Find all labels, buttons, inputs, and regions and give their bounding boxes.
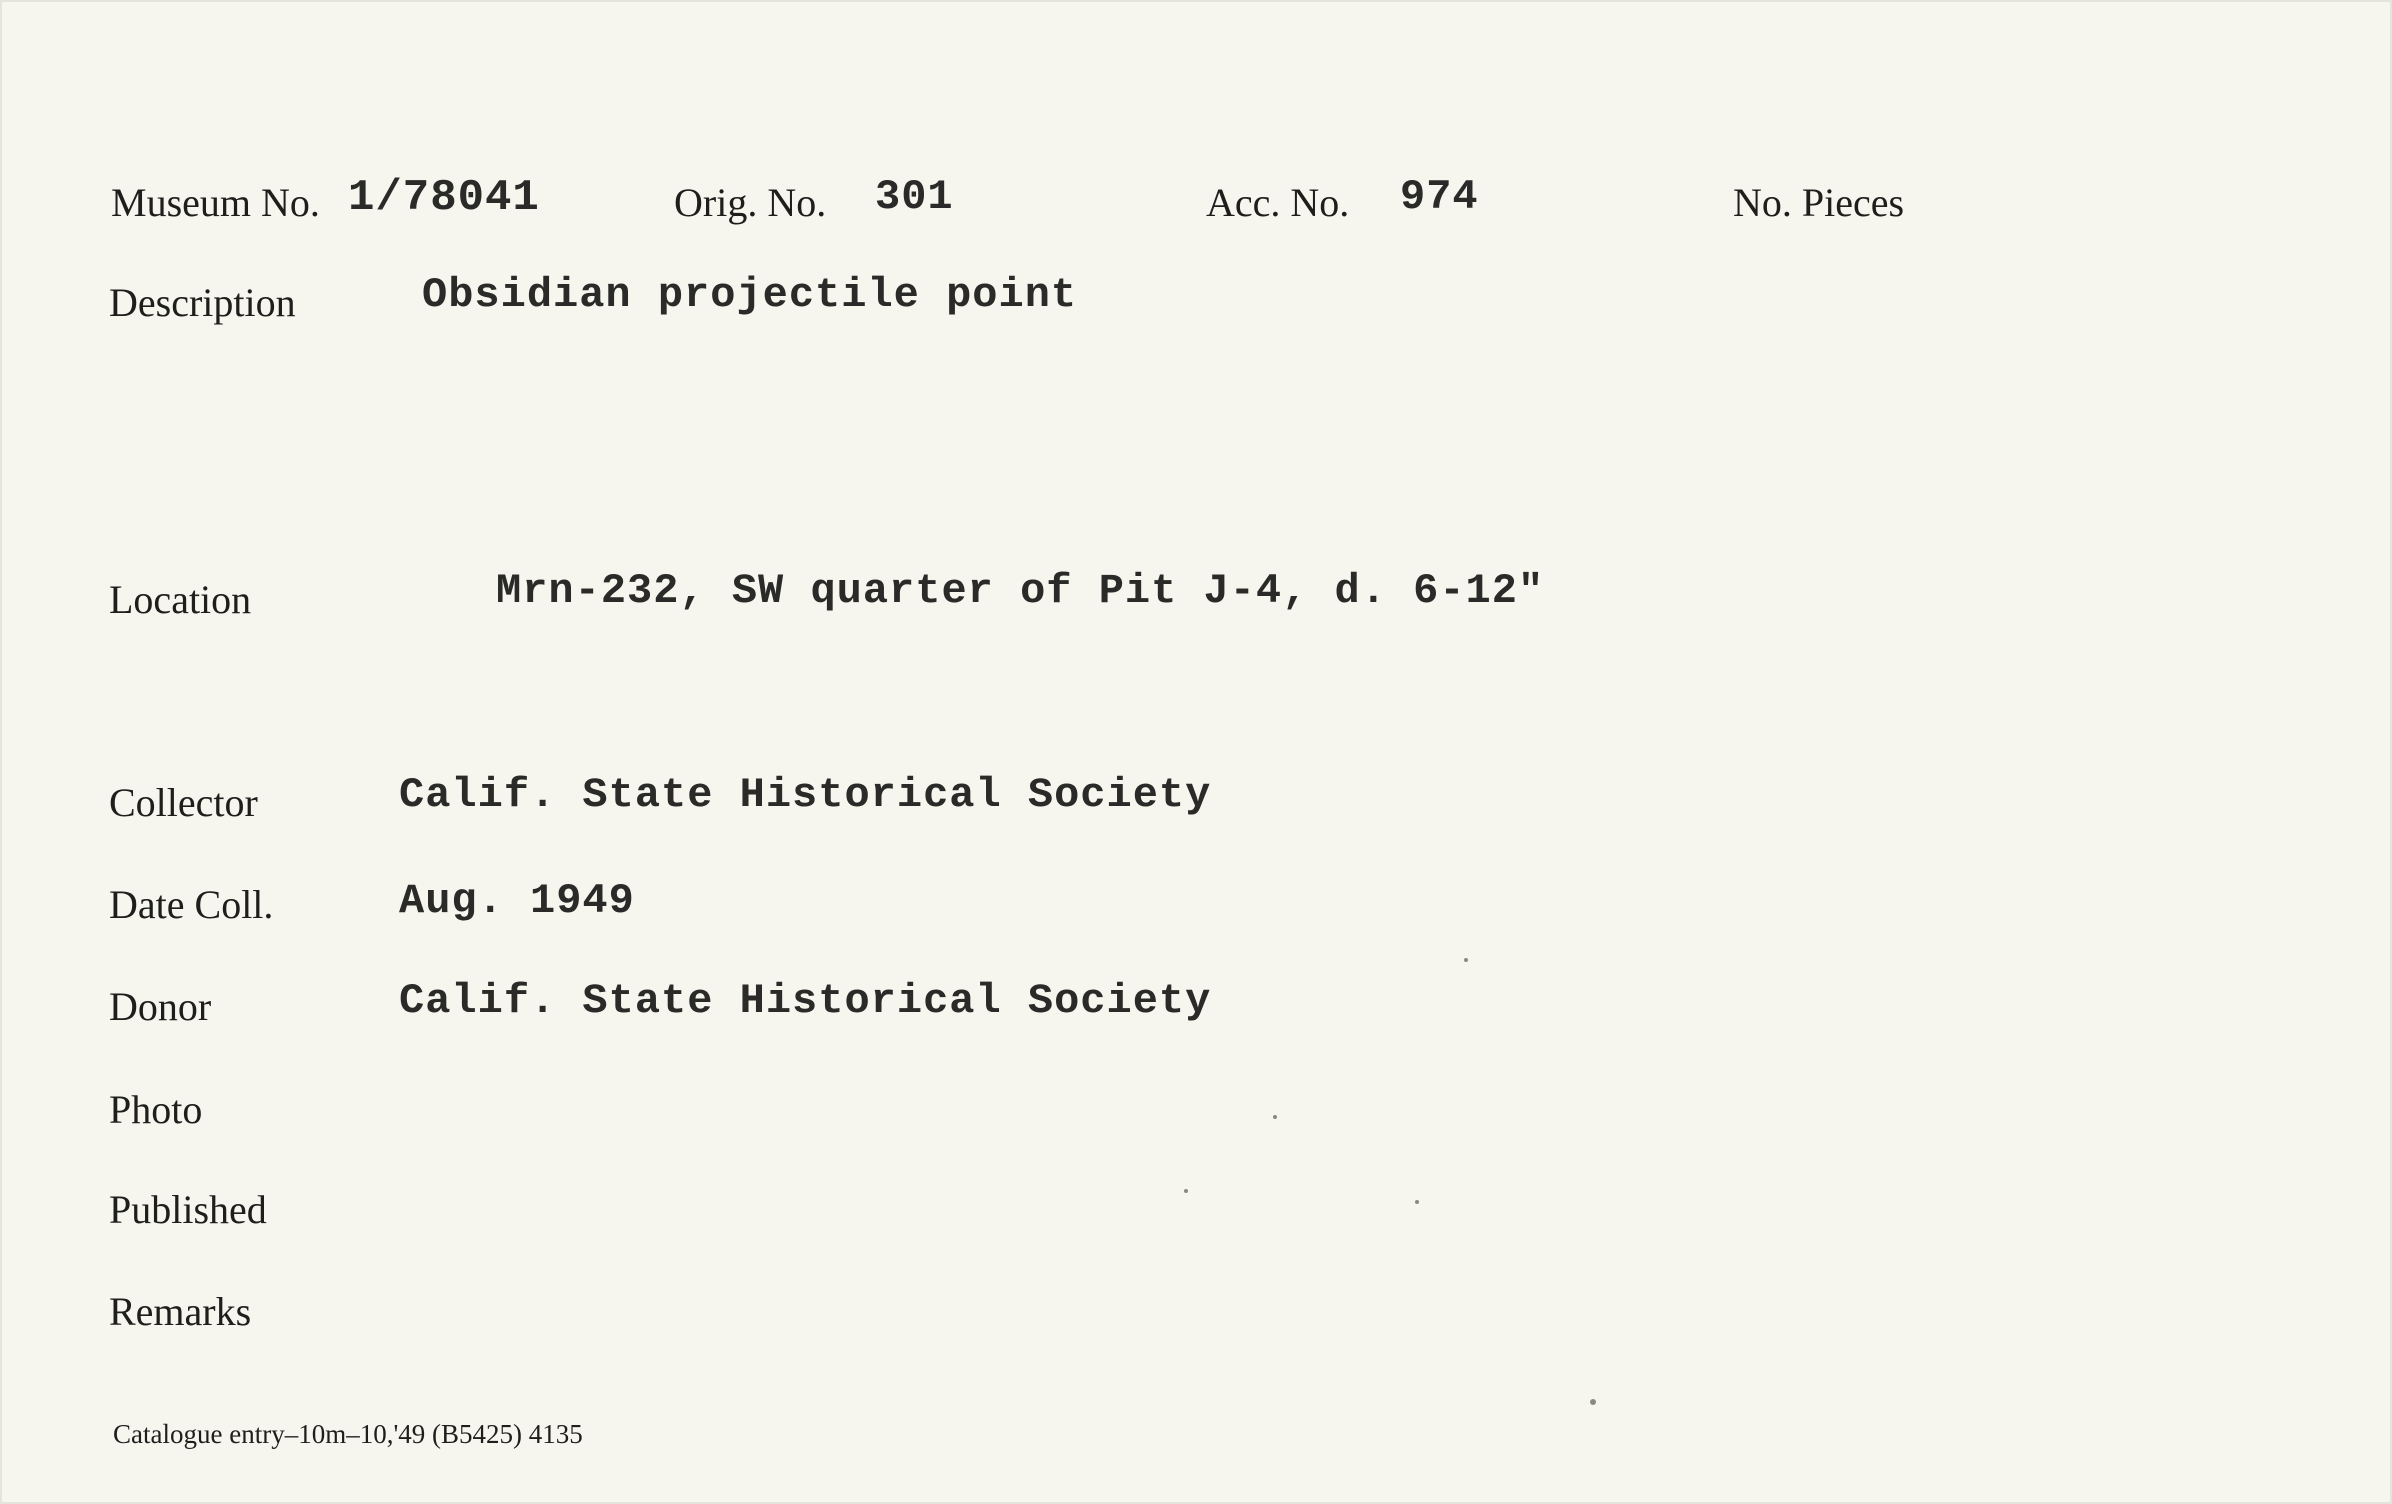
donor-value: Calif. State Historical Society (399, 977, 1212, 1025)
acc-no-value: 974 (1400, 173, 1479, 221)
dust-speck (1590, 1399, 1596, 1405)
date-coll-label: Date Coll. (109, 882, 274, 927)
description-label: Description (109, 280, 296, 325)
date-coll-value: Aug. 1949 (399, 877, 635, 925)
photo-label: Photo (109, 1087, 203, 1132)
dust-speck (1464, 958, 1468, 962)
museum-no-value: 1/78041 (348, 173, 540, 223)
location-label: Location (109, 577, 252, 622)
catalogue-footer: Catalogue entry–10m–10,'49 (B5425) 4135 (113, 1419, 583, 1449)
acc-no-label: Acc. No. (1206, 180, 1350, 225)
published-label: Published (109, 1187, 267, 1232)
location-value: Mrn-232, SW quarter of Pit J-4, d. 6-12" (496, 567, 1545, 615)
no-pieces-label: No. Pieces (1733, 180, 1905, 225)
remarks-label: Remarks (109, 1289, 252, 1334)
dust-speck (1415, 1200, 1419, 1204)
dust-speck (1273, 1115, 1277, 1119)
description-value: Obsidian projectile point (422, 271, 1078, 319)
orig-no-value: 301 (875, 173, 954, 221)
collector-value: Calif. State Historical Society (399, 771, 1212, 819)
dust-speck (1184, 1189, 1188, 1193)
collector-label: Collector (109, 780, 258, 825)
museum-no-label: Museum No. (111, 180, 320, 225)
orig-no-label: Orig. No. (674, 180, 827, 225)
donor-label: Donor (109, 984, 212, 1029)
